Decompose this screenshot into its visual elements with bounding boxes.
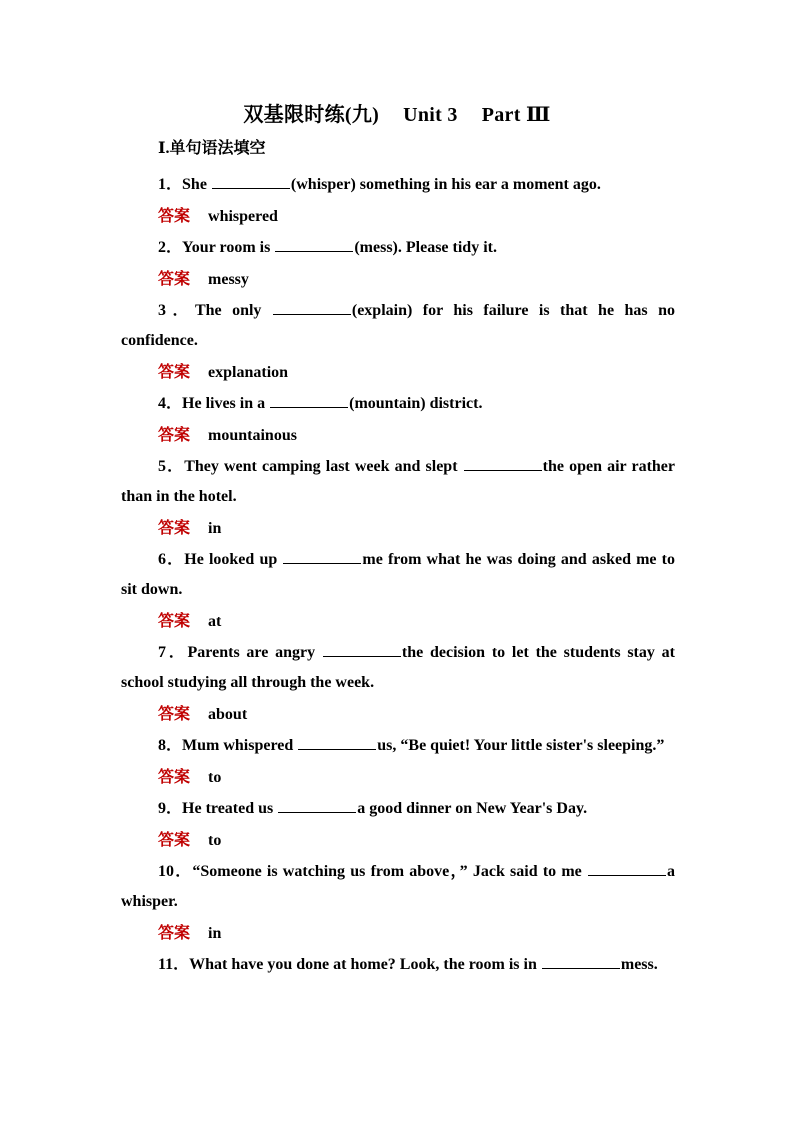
question-text-before: “Someone is watching us from above，” Jack said to me [192,863,587,880]
answer-line [158,919,675,949]
answer-blank [212,174,290,189]
answer-line [158,826,675,856]
question-text-before: Your room is [182,239,275,256]
answer-blank [283,549,361,564]
question-text-before: He looked up [184,551,283,568]
answer-label: 答案 [158,613,191,630]
question-item [121,950,675,980]
question-text-after: (whisper) something in his ear a moment ago. [290,176,601,193]
question-number: 2． [158,239,183,256]
question-item [121,638,675,698]
question-text-before: Parents are angry [187,644,322,661]
question-number: 10． [158,863,193,880]
answer-blank [275,237,353,252]
answer-value: about [208,706,248,723]
question-item [121,452,675,512]
question-text-before: Mum whispered [182,737,298,754]
exercise-content [121,138,675,980]
answer-blank [298,735,376,750]
question-text-after: (mess). Please tidy it. [354,239,497,256]
question-text-after: me from what he was doing and asked me to sit down. [121,551,675,598]
title-unit: Unit 3 [403,104,458,126]
answer-line [158,763,675,793]
answer-value: messy [208,271,249,288]
question-text-after: the decision to let the students stay at school studying all through the week. [121,644,675,691]
answer-label: 答案 [158,706,191,723]
title-chinese: 双基限时练(九) [243,104,380,126]
section-heading: Ⅰ.单句语法填空 [158,140,266,157]
question-number: 4． [158,395,183,412]
question-number: 5． [158,458,185,475]
question-text-after: mess. [620,956,658,973]
question-number: 1． [158,176,183,193]
answer-blank [542,954,620,969]
question-text-before: The only [194,302,272,319]
answer-line [158,700,675,730]
answer-line [158,514,675,544]
question-text-before: He treated us [182,800,278,817]
question-item [121,389,675,419]
answer-line [158,358,675,388]
question-text-before: What have you done at home? Look, the room is in [189,956,541,973]
answer-line [158,202,675,232]
answer-label: 答案 [158,769,191,786]
question-text-after: us, “Be quiet! Your little sister's sleeping.” [377,737,665,754]
answer-value: in [208,925,222,942]
question-number: 8． [158,737,183,754]
answer-line [158,607,675,637]
question-number: 7． [158,644,188,661]
answer-line [158,265,675,295]
answer-label: 答案 [158,208,191,225]
answer-value: in [208,520,222,537]
answer-value: at [208,613,222,630]
question-number: 3． [158,302,195,319]
answer-label: 答案 [158,832,191,849]
answer-blank [588,861,666,876]
answer-blank [270,393,348,408]
answer-line [158,421,675,451]
title-part: Part Ⅲ [481,104,551,126]
question-text-after: a good dinner on New Year's Day. [357,800,588,817]
answer-value: explanation [208,364,289,381]
question-text-after: (explain) for his failure is that he has no confidence. [121,302,675,349]
answer-value: mountainous [208,427,297,444]
question-text-after: the open air rather than in the hotel. [121,458,675,505]
answer-label: 答案 [158,427,191,444]
answer-blank [464,456,542,471]
answer-label: 答案 [158,520,191,537]
question-item [121,794,675,824]
question-item [121,170,675,200]
question-item [121,731,675,761]
answer-value: to [208,832,222,849]
question-item [121,545,675,605]
answer-value: to [208,769,222,786]
answer-blank [278,798,356,813]
question-item [121,296,675,356]
answer-value: whispered [208,208,278,225]
answer-label: 答案 [158,271,191,288]
answer-label: 答案 [158,364,191,381]
question-text-before: They went camping last week and slept [184,458,463,475]
question-number: 9． [158,800,183,817]
answer-blank [323,642,401,657]
question-text-before: He lives in a [182,395,270,412]
question-list [121,170,675,980]
answer-blank [273,300,351,315]
question-number: 11． [158,956,190,973]
answer-label: 答案 [158,925,191,942]
question-text-after: a whisper. [121,863,675,910]
question-number: 6． [158,551,185,568]
question-text-after: (mountain) district. [349,395,483,412]
question-item [121,857,675,917]
question-item [121,233,675,263]
question-text-before: She [182,176,211,193]
page-title [0,98,794,127]
